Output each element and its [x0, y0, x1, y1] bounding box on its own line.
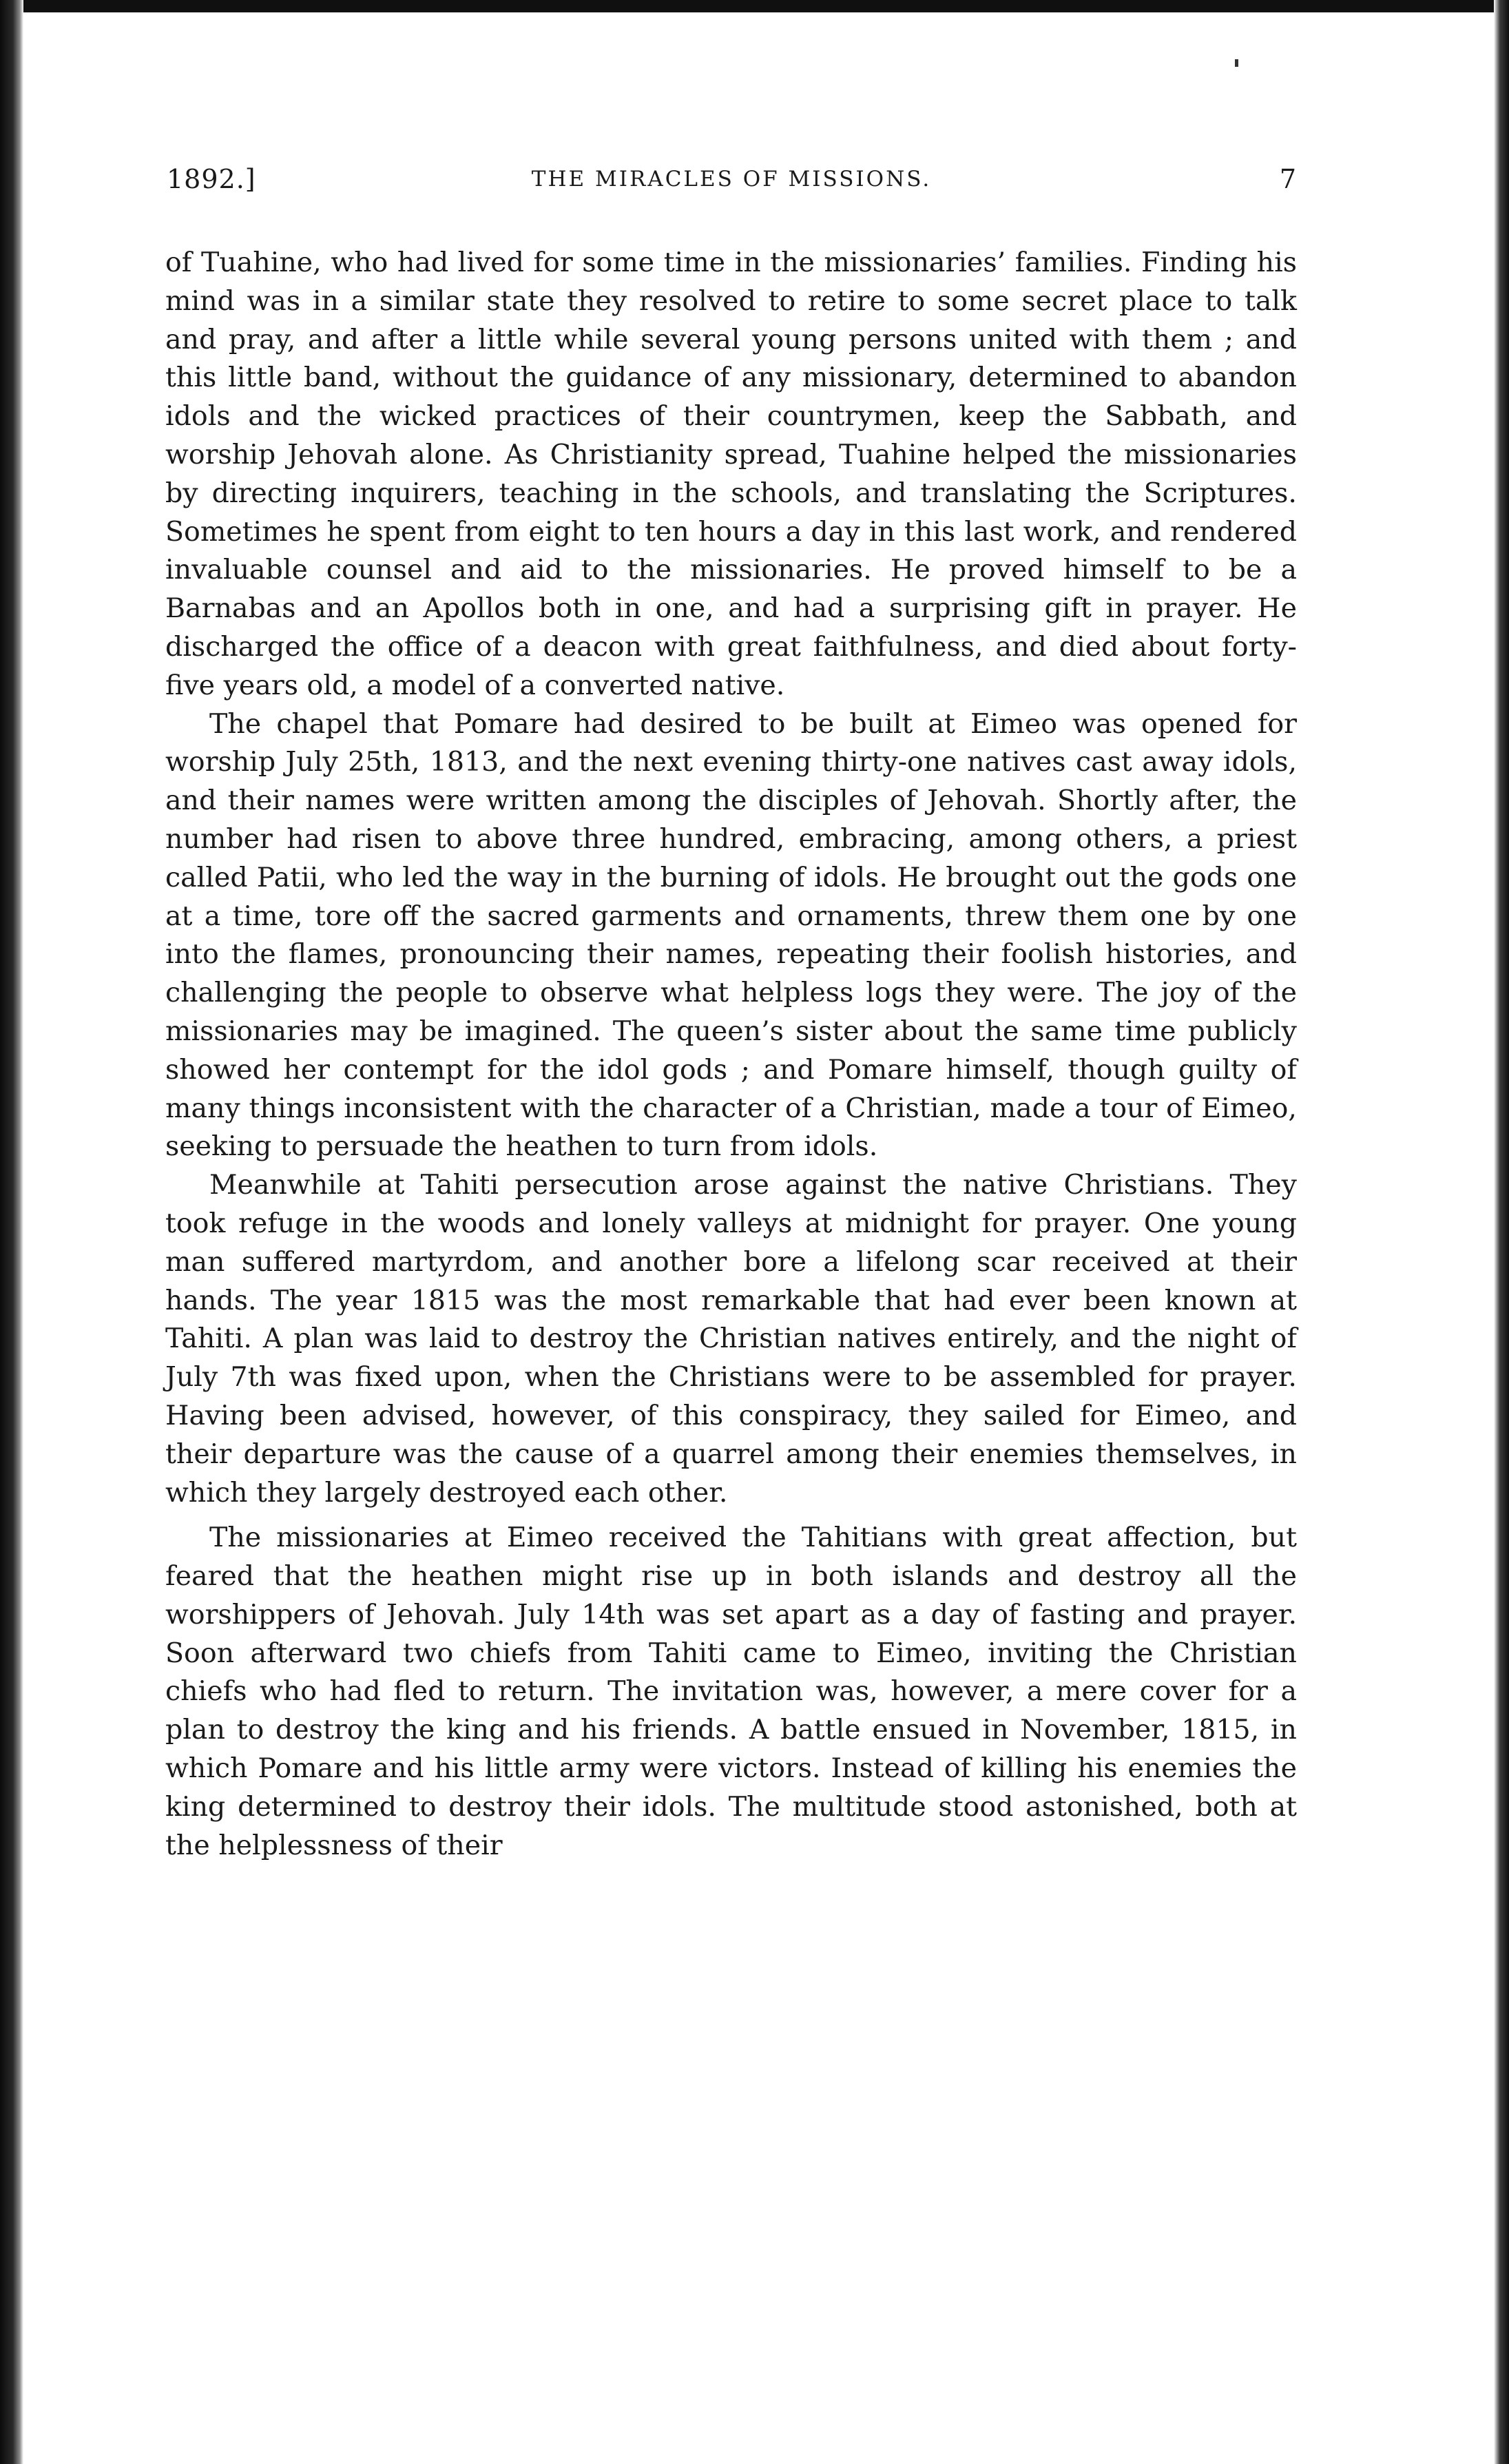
page-number: 7 — [1279, 164, 1296, 194]
body-text — [165, 244, 1297, 1865]
scan-top-border — [0, 0, 1509, 12]
header-year: 1892.] — [167, 164, 256, 194]
header-title: THE MIRACLES OF MISSIONS. — [531, 167, 932, 191]
paragraph-persecution: Meanwhile at Tahiti persecution arose against the native Christians. They took refuge in the woods and lonely valleys at midnight for prayer. One young man suffered martyrdom, and another bore a lifelong scar received at their hands. The year 1815 was the most remarkable that had ever been known at Tahiti. A plan was laid to destroy the Christian natives entirely, and the night of July 7th was fixed upon, when the Christians were to be assembled for prayer. Having been advised, however, of this conspiracy, they sailed for Eimeo, and their departure was the cause of a quarrel among their enemies themselves, in which they largely destroyed each other. — [165, 1169, 1297, 1509]
scan-speck — [1235, 59, 1238, 67]
paragraph-battle: The missionaries at Eimeo received the Tahitians with great affection, but feared that the heathen might rise up in both islands and destroy all the worshippers of Jehovah. July 14th was set apart as a day of fasting and prayer. Soon afterward two chiefs from Tahiti came to Eimeo, inviting the Christian chiefs who had fled to return. The invitation was, however, a mere cover for a plan to destroy the king and his friends. A battle ensued in November, 1815, in which Pomare and his little army were victors. Instead of killing his enemies the king determined to destroy their idols. The multitude stood astonished, both at the helplessness of their — [165, 1522, 1297, 1861]
paragraph-chapel-opening: The chapel that Pomare had desired to be built at Eimeo was opened for worship July 25th, 1813, and the next evening thirty-one natives cast away idols, and their names were written among the disciples of Jehovah. Shortly after, the number had risen to above three hundred, embracing, among others, a priest called Patii, who led the way in the burning of idols. He brought out the gods one at a time, tore off the sacred garments and ornaments, threw them one by one into the flames, pronouncing their names, repeating their foolish histories, and challenging the people to observe what helpless logs they were. The joy of the missionaries may be imagined. The queen’s sister about the same time publicly showed her contempt for the idol gods ; and Pomare himself, though guilty of many things inconsistent with the character of a Christian, made a tour of Eimeo, seeking to persuade the heathen to turn from idols. — [165, 707, 1297, 1163]
scan-binding-edge — [0, 0, 23, 2464]
running-head — [167, 164, 1296, 208]
paragraph-continued: of Tuahine, who had lived for some time in the missionaries’ families. Finding his mind was in a similar state they resolved to retire to some secret place to talk and pray, and after a little while several young persons united with them ; and this little band, without the guidance of any missionary, determined to abandon idols and the wicked practices of their countrymen, keep the Sabbath, and worship Jehovah alone. As Christianity spread, Tuahine helped the missionaries by directing inquirers, teaching in the schools, and translating the Scriptures. Sometimes he spent from eight to ten hours a day in this last work, and rendered invaluable counsel and aid to the missionaries. He proved himself to be a Barnabas and an Apollos both in one, and had a surprising gift in prayer. He discharged the office of a deacon with great faithfulness, and died about forty-five years old, a model of a converted native. — [165, 247, 1297, 701]
scan-right-edge — [1494, 0, 1509, 2464]
